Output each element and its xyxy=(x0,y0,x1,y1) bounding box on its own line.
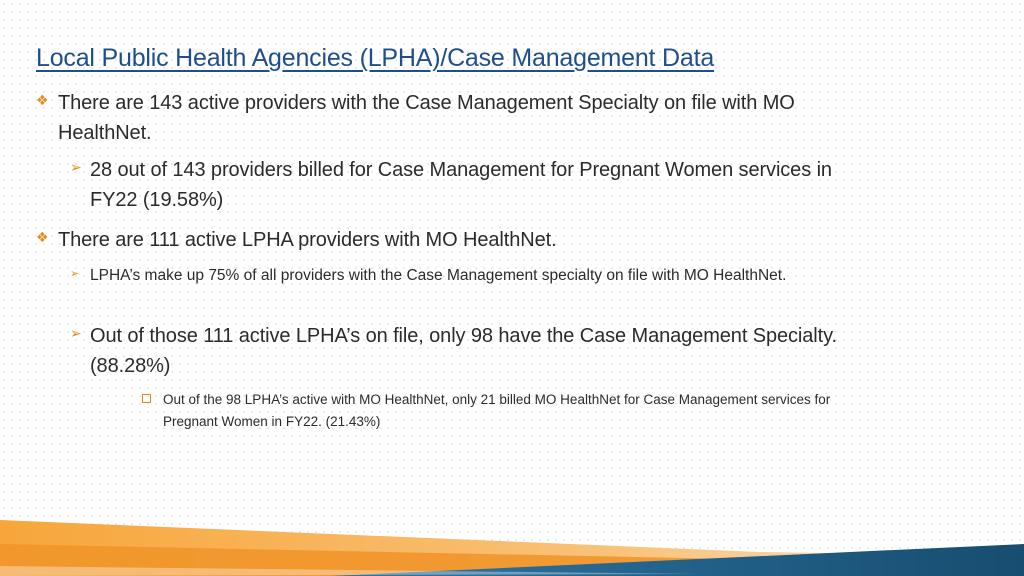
diamond-bullet-icon: ❖ xyxy=(36,229,49,245)
arrow-bullet-icon: ➢ xyxy=(70,268,80,280)
bullet-level2-specialty xyxy=(70,321,890,381)
bullet-text: Out of the 98 LPHA’s active with MO HealthNet, only 21 billed MO HealthNet for Case Management services for Pregnant Women in FY22. (21.43%) xyxy=(163,392,831,429)
diamond-bullet-icon: ❖ xyxy=(36,92,49,108)
bullet-level2-billed xyxy=(70,155,870,215)
bullet-text: LPHA’s make up 75% of all providers with the Case Management specialty on file with MO HealthNet. xyxy=(90,267,787,284)
bullet-level2-share xyxy=(70,264,890,288)
slide-title: Local Public Health Agencies (LPHA)/Case Management Data xyxy=(36,44,715,72)
bullet-text: Out of those 111 active LPHA’s on file, only 98 have the Case Management Specialty. (88.28%) xyxy=(90,325,837,377)
bullet-text: There are 111 active LPHA providers with MO HealthNet. xyxy=(58,229,557,251)
bullet-text: There are 143 active providers with the Case Management Specialty on file with MO HealthNet. xyxy=(58,92,795,144)
bullet-level3-billed xyxy=(142,389,872,433)
arrow-bullet-icon: ➢ xyxy=(70,159,82,175)
bullet-level1-providers xyxy=(36,88,856,148)
bullet-text: 28 out of 143 providers billed for Case Management for Pregnant Women services in FY22 (19.58%) xyxy=(90,159,832,211)
bullet-level1-lpha xyxy=(36,225,856,255)
box-bullet-icon xyxy=(142,394,151,403)
arrow-bullet-icon: ➢ xyxy=(70,325,82,341)
footer-decorative-stripes xyxy=(0,516,1024,576)
